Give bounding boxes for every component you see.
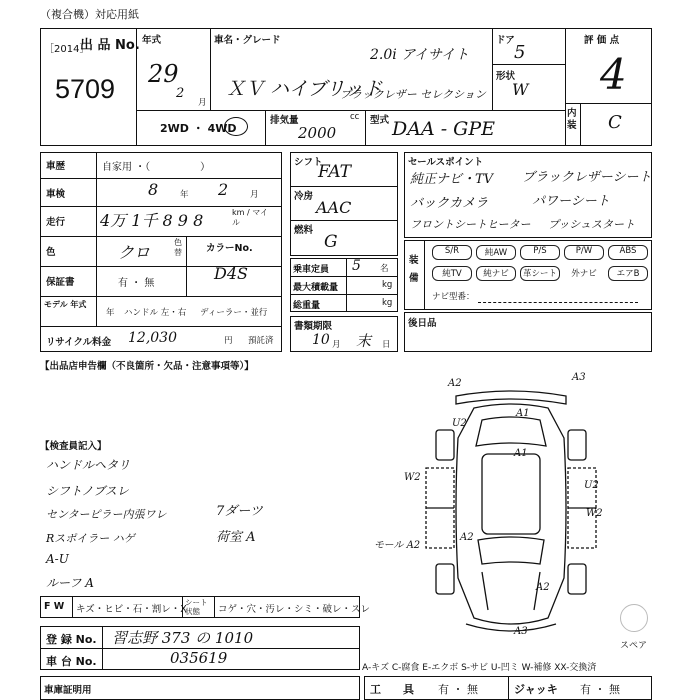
sales-point-1: 純正ナビ・TV	[410, 172, 494, 187]
mark-a2-front-right: A2	[536, 582, 550, 593]
door-value: 5	[514, 42, 526, 63]
car-damage-diagram	[374, 368, 626, 658]
seat-state-label: シート 状態	[185, 598, 208, 616]
doc-deadline-month-unit: 月	[332, 340, 341, 350]
mark-a3-rear: A3	[572, 372, 586, 383]
divider	[365, 110, 366, 146]
shift-label: シフト	[294, 157, 323, 168]
divider	[290, 294, 398, 295]
inspection-label: 車検	[46, 189, 66, 200]
model-month-unit: 月	[198, 98, 207, 108]
model-year-value: 29	[148, 60, 179, 88]
car-name: ＸＶ ハイブリッド	[226, 78, 382, 100]
displacement-value: 2000	[298, 124, 337, 142]
score-label: 評 価 点	[584, 35, 620, 46]
mark-w2-right: W2	[586, 508, 603, 519]
divider	[210, 28, 211, 110]
jack-value: 有 ・ 無	[580, 683, 620, 696]
door-label: ドア	[496, 35, 515, 46]
equip-airbag: エアB	[608, 266, 648, 281]
capacity-value: 5	[352, 258, 361, 274]
mark-a2-rear: A2	[448, 378, 462, 389]
color-no-label: カラーNo.	[206, 243, 253, 254]
equip-power-steering: P/S	[520, 245, 560, 260]
fuel-label: 燃料	[294, 225, 314, 236]
form-note: （複合機）対応用紙	[40, 8, 139, 21]
equip-alloy-wheel: 純AW	[476, 245, 516, 260]
car-grade: 2.0i アイサイト	[370, 47, 469, 63]
gross-label: 総重量	[293, 301, 321, 311]
spare-tire-icon	[620, 604, 648, 632]
sales-point-3: バックカメラ	[410, 196, 489, 211]
divider	[290, 276, 398, 277]
equip-power-window: P/W	[564, 245, 604, 260]
divider	[492, 28, 493, 110]
equip-ext-navi: 外ナビ	[571, 269, 597, 279]
recycle-deposit: 預託済	[248, 336, 274, 346]
inspection-month-unit: 月	[250, 190, 259, 200]
divider	[102, 626, 103, 670]
handle-value: ハンドル 左・右	[124, 308, 187, 318]
doc-deadline-day: 末	[356, 332, 372, 350]
color-value: クロ	[118, 243, 151, 262]
mark-w2-left: W2	[404, 472, 421, 483]
registration-label: 登 録 No.	[46, 633, 97, 646]
fw-items: キズ・ヒビ・石・割レ・X	[76, 604, 187, 615]
divider	[492, 64, 565, 65]
divider	[265, 110, 266, 146]
capacity-unit: 名	[380, 264, 389, 274]
mark-u2-right: U2	[584, 480, 599, 491]
car-edition: ブラックレザー セレクション	[340, 88, 486, 101]
color-label: 色	[46, 247, 56, 258]
divider	[508, 676, 509, 700]
load-label: 最大積載量	[293, 283, 339, 293]
equip-tv: 純TV	[432, 266, 472, 281]
doc-deadline-label: 書類期限	[294, 321, 333, 332]
color-no-value: D4S	[214, 264, 248, 283]
ac-label: 冷房	[294, 191, 314, 202]
divider	[40, 206, 282, 207]
mark-a2-front-left: A2	[460, 532, 474, 543]
mark-molding-a2: モール A2	[374, 540, 421, 551]
inspector-note-1: ハンドルヘタリ	[46, 458, 131, 472]
divider	[214, 596, 215, 618]
color-change-label: 色替	[174, 238, 182, 257]
sales-point-5: フロントシートヒーター	[410, 218, 531, 231]
inspection-month: 2	[218, 180, 229, 199]
model-year-row-unit: 年	[106, 308, 115, 318]
tools-value: 有 ・ 無	[438, 683, 478, 696]
divider	[565, 103, 652, 104]
inspector-note-2: シフトノブスレ	[46, 484, 129, 498]
lot-number: 5709	[55, 74, 116, 104]
sales-points-label: セールスポイント	[408, 157, 484, 168]
sales-point-4: パワーシート	[532, 194, 610, 209]
divider	[40, 178, 282, 179]
inspector-label: 【検査員記入】	[40, 441, 107, 452]
lot-no-label: 出 品 No.	[80, 38, 140, 53]
score-value: 4	[600, 50, 627, 99]
sales-point-2: ブラックレザーシート	[522, 170, 652, 185]
car-name-label: 車名・グレード	[214, 35, 281, 46]
sales-point-6: プッシュスタート	[548, 218, 636, 231]
fw-label: F W	[44, 601, 65, 612]
divider	[186, 236, 187, 296]
equip-navi: 純ナビ	[476, 266, 516, 281]
divider	[40, 326, 282, 327]
recycle-value: 12,030	[128, 330, 177, 346]
cert-label: 車庫証明用	[44, 685, 92, 696]
divider	[424, 240, 425, 310]
inspector-right-note-2: 荷室 A	[216, 530, 256, 545]
damage-legend: A-キズ C-腐食 E-エクボ S-サビ U-凹ミ W-補修 XX-交換済	[362, 663, 597, 673]
mileage-label: 走行	[46, 217, 66, 228]
shift-value: FAT	[318, 162, 352, 182]
chassis-value: 035619	[170, 649, 228, 667]
doc-deadline-month: 10	[312, 332, 330, 348]
model-type-value: DAA - GPE	[392, 118, 496, 140]
inspector-note-4: Rスポイラー ハゲ	[46, 532, 135, 545]
jack-label: ジャッキ	[514, 683, 558, 696]
seat-state-items: コゲ・穴・汚レ・シミ・破レ・スレ	[218, 604, 371, 615]
warranty-value: 有 ・ 無	[118, 278, 155, 289]
spare-label: スペア	[620, 641, 648, 651]
mark-a1-rear: A1	[516, 408, 530, 419]
divider	[96, 152, 97, 326]
registration-value: 習志野 373 の 1010	[112, 629, 254, 647]
recycle-label: リサイクル料金	[46, 337, 112, 348]
model-type-label: 型式	[370, 115, 390, 126]
inspector-note-6: ルーフ A	[46, 576, 94, 590]
mileage-value: 4万 1千 8 9 8	[100, 211, 204, 230]
divider	[136, 110, 565, 111]
navi-model-line	[478, 302, 638, 303]
load-unit: kg	[382, 280, 393, 290]
divider	[290, 220, 398, 221]
shape-label: 形状	[496, 71, 516, 82]
equip-leather-seat: 革シート	[520, 266, 560, 281]
shape-value: W	[512, 80, 529, 99]
inspector-note-5: A-U	[46, 552, 69, 566]
drive-label: 2WD ・ 4WD	[160, 122, 237, 135]
displacement-unit: cc	[350, 112, 360, 122]
mark-a1-roof: A1	[514, 448, 528, 459]
mark-a3-front: A3	[514, 626, 528, 637]
divider	[580, 103, 581, 146]
chassis-label: 車 台 No.	[46, 655, 97, 668]
history-label: 車歴	[46, 161, 66, 172]
seller-report-label: 【出品店申告欄（不良箇所・欠品・注意事項等）】	[40, 361, 254, 372]
divider	[72, 596, 73, 618]
ac-value: AAC	[316, 198, 352, 217]
drive-circle	[224, 117, 248, 136]
inspector-note-3: センターピラー内張ワレ	[46, 508, 167, 521]
equipment-label: 装備	[409, 255, 419, 284]
divider	[290, 186, 398, 187]
year-tag: ［2014］	[44, 44, 90, 55]
interior-label: 内装	[567, 108, 577, 131]
navi-model-label: ナビ型番：	[432, 292, 475, 302]
history-value: 自家用 ・（ ）	[102, 162, 211, 173]
divider	[565, 28, 566, 146]
model-year-label: 年式	[142, 35, 162, 46]
divider	[346, 258, 347, 312]
equip-sunroof: S/R	[432, 245, 472, 260]
retrofit-label: 後日品	[408, 318, 437, 329]
divider	[40, 236, 282, 237]
model-year-row-label: モデル 年式	[44, 300, 87, 309]
inspection-year-unit: 年	[180, 190, 189, 200]
mileage-unit: km / マイル	[232, 208, 269, 227]
equip-abs: ABS	[608, 245, 648, 260]
recycle-unit: 円	[224, 336, 233, 346]
interior-value: C	[608, 112, 622, 133]
retrofit-frame	[404, 312, 652, 352]
displacement-label: 排気量	[270, 115, 299, 126]
inspector-right-note-1: 7ダーツ	[216, 504, 263, 519]
warranty-label: 保証書	[46, 277, 75, 288]
fuel-value: G	[324, 232, 338, 252]
capacity-label: 乗車定員	[293, 265, 330, 275]
doc-deadline-day-unit: 日	[382, 340, 391, 350]
inspection-year: 8	[148, 180, 159, 199]
divider	[40, 296, 282, 297]
dealer-value: ディーラー・並行	[200, 308, 268, 318]
model-month-value: 2	[176, 86, 185, 101]
tools-label: 工 具	[370, 683, 414, 696]
mark-u2-left: U2	[452, 418, 467, 429]
gross-unit: kg	[382, 298, 393, 308]
